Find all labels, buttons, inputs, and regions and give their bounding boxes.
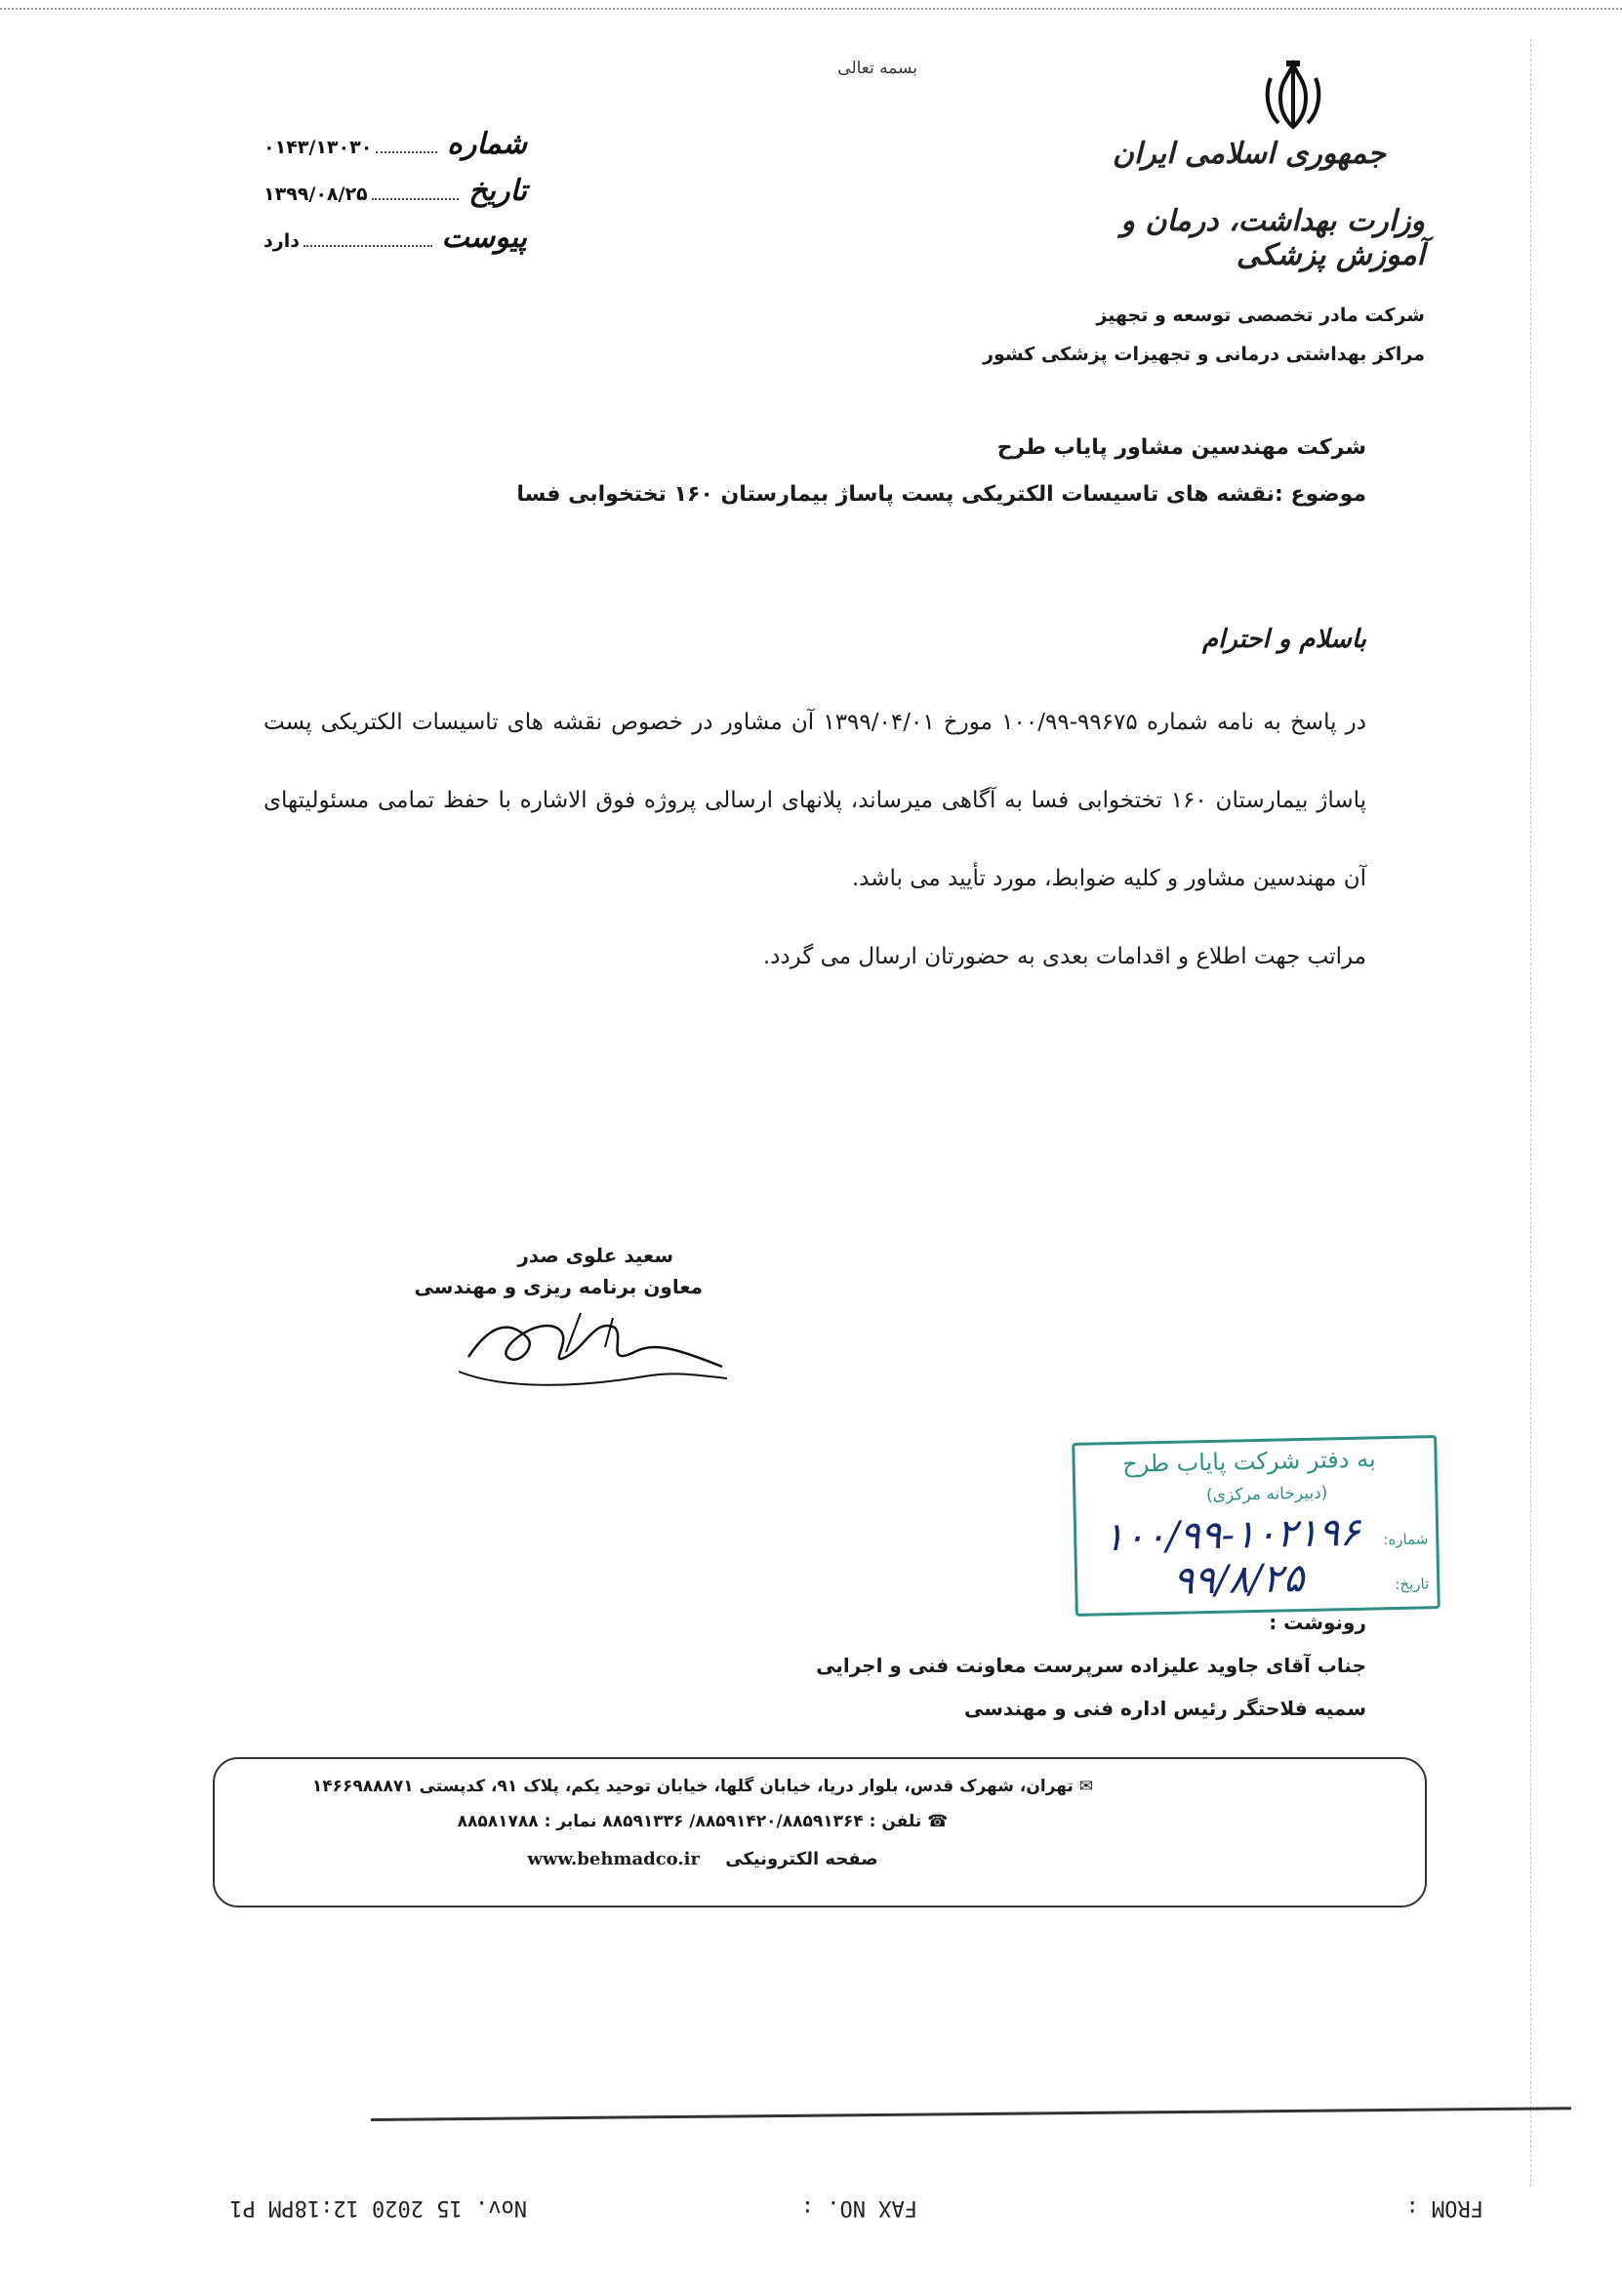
signer-name: سعید علوی صدر [517,1244,673,1267]
stamp-number-label: شماره: [1383,1530,1429,1549]
greeting: باسلام و احترام [1201,625,1366,654]
fax-number: FAX NO. : [800,2195,917,2220]
footer-phone-text: تلفن : ۸۸۵۹۱۴۲۰/۸۸۵۹۱۳۶۴/ ۸۸۵۹۱۳۳۶ نمابر : ۸۸۵۸۱۷۸۸ [457,1812,922,1831]
phone-icon: ☎ [921,1812,949,1831]
sub-org-line-1: شرکت مادر تخصصی توسعه و تجهیز [1096,305,1425,326]
fax-timestamp: Nov. 15 2020 12:18PM P1 [229,2195,527,2220]
fax-from: FROM : [1405,2195,1483,2220]
recipient: شرکت مهندسین مشاور پایاب طرح [996,435,1366,460]
attachment-dots [304,231,432,247]
body-paragraph-1: در پاسخ به نامه شماره ۹۹۶۷۵-۱۰۰/۹۹ مورخ ۱۳۹۹/۰۴/۰۱ آن مشاور در خصوص نقشه های تاسیسات الکتریکی پست پاساژ بیمارستان ۱۶۰ تختخوابی فسا به آگاهی میرساند، پلانهای ارسالی پروژه فوق الاشاره با حفظ تمامی مسئولیتهای آن مهندسین مشاور و کلیه ضوابط، مورد تأیید می باشد. [264,710,1367,891]
number-label: شماره [447,127,527,161]
letter-meta [264,127,527,267]
subject: موضوع :نقشه های تاسیسات الکتریکی پست پاساژ بیمارستان ۱۶۰ تختخوابی فسا [516,482,1366,507]
footer-web-url: www.behmadco.ir [527,1849,700,1869]
stamp-date-label: تاریخ: [1395,1575,1430,1594]
number-value: ۰۱۴۳/۱۳۰۳۰ [264,137,373,158]
cc-label: رونوشت : [1269,1611,1366,1634]
stamp-date-value: ۹۹/۸/۲۵ [1172,1555,1305,1604]
stamp-subtitle: (دبیرخانه مرکزی) [1205,1483,1328,1506]
stamp-number-value: ۱۰۰/۹۹-۱۰۲۱۹۶ [1103,1509,1361,1561]
number-dots [376,138,437,153]
attachment-label: پیوست [441,221,527,255]
letter-body [264,683,1366,996]
number-row [264,127,527,174]
handwritten-signature [449,1298,732,1396]
date-dots [372,184,460,200]
footer-address [215,1777,1191,1796]
footer-web [215,1849,1191,1869]
body-paragraph-2: مراتب جهت اطلاع و اقدامات بعدی به حضورتان ارسال می گردد. [762,944,1366,969]
footer-phone [215,1812,1191,1831]
country-name: جمهوری اسلامی ایران [1112,137,1386,171]
attachment-row [264,221,527,267]
stamp-title: به دفتر شرکت پایاب طرح [1121,1445,1376,1478]
fax-separator-line [371,2107,1571,2121]
basmala: بسمه تعالی [837,59,917,78]
scan-edge-top [0,8,1622,10]
date-value: ۱۳۹۹/۰۸/۲۵ [264,184,368,205]
footer-contact-box [213,1757,1427,1907]
date-row [264,174,527,221]
signer-title: معاون برنامه ریزی و مهندسی [414,1275,703,1298]
footer-web-label: صفحه الکترونیکی [725,1849,878,1869]
ministry-name: وزارت بهداشت، درمان و آموزش پزشکی [1120,204,1425,272]
attachment-value: دارد [264,230,300,252]
ministry-logotype [1093,127,1425,273]
scan-edge-right [1530,39,1531,2187]
date-label: تاریخ [468,174,527,208]
iran-emblem-icon [1259,59,1327,137]
cc-recipient-1: جناب آقای جاوید علیزاده سرپرست معاونت فنی و اجرایی [816,1654,1366,1677]
footer-address-text: تهران، شهرک قدس، بلوار دریا، خیابان گلها، خیابان توحید یکم، پلاک ۹۱، کدپستی ۱۴۶۶۹۸۸۸۷۱ [311,1777,1074,1796]
sub-org-line-2: مراکز بهداشتی درمانی و تجهیزات پزشکی کشور [983,344,1425,365]
receipt-stamp [1072,1435,1440,1617]
location-icon: ✉ [1073,1777,1094,1796]
fax-header-line [195,2191,1483,2220]
cc-recipient-2: سمیه فلاحتگر رئیس اداره فنی و مهندسی [964,1697,1366,1720]
